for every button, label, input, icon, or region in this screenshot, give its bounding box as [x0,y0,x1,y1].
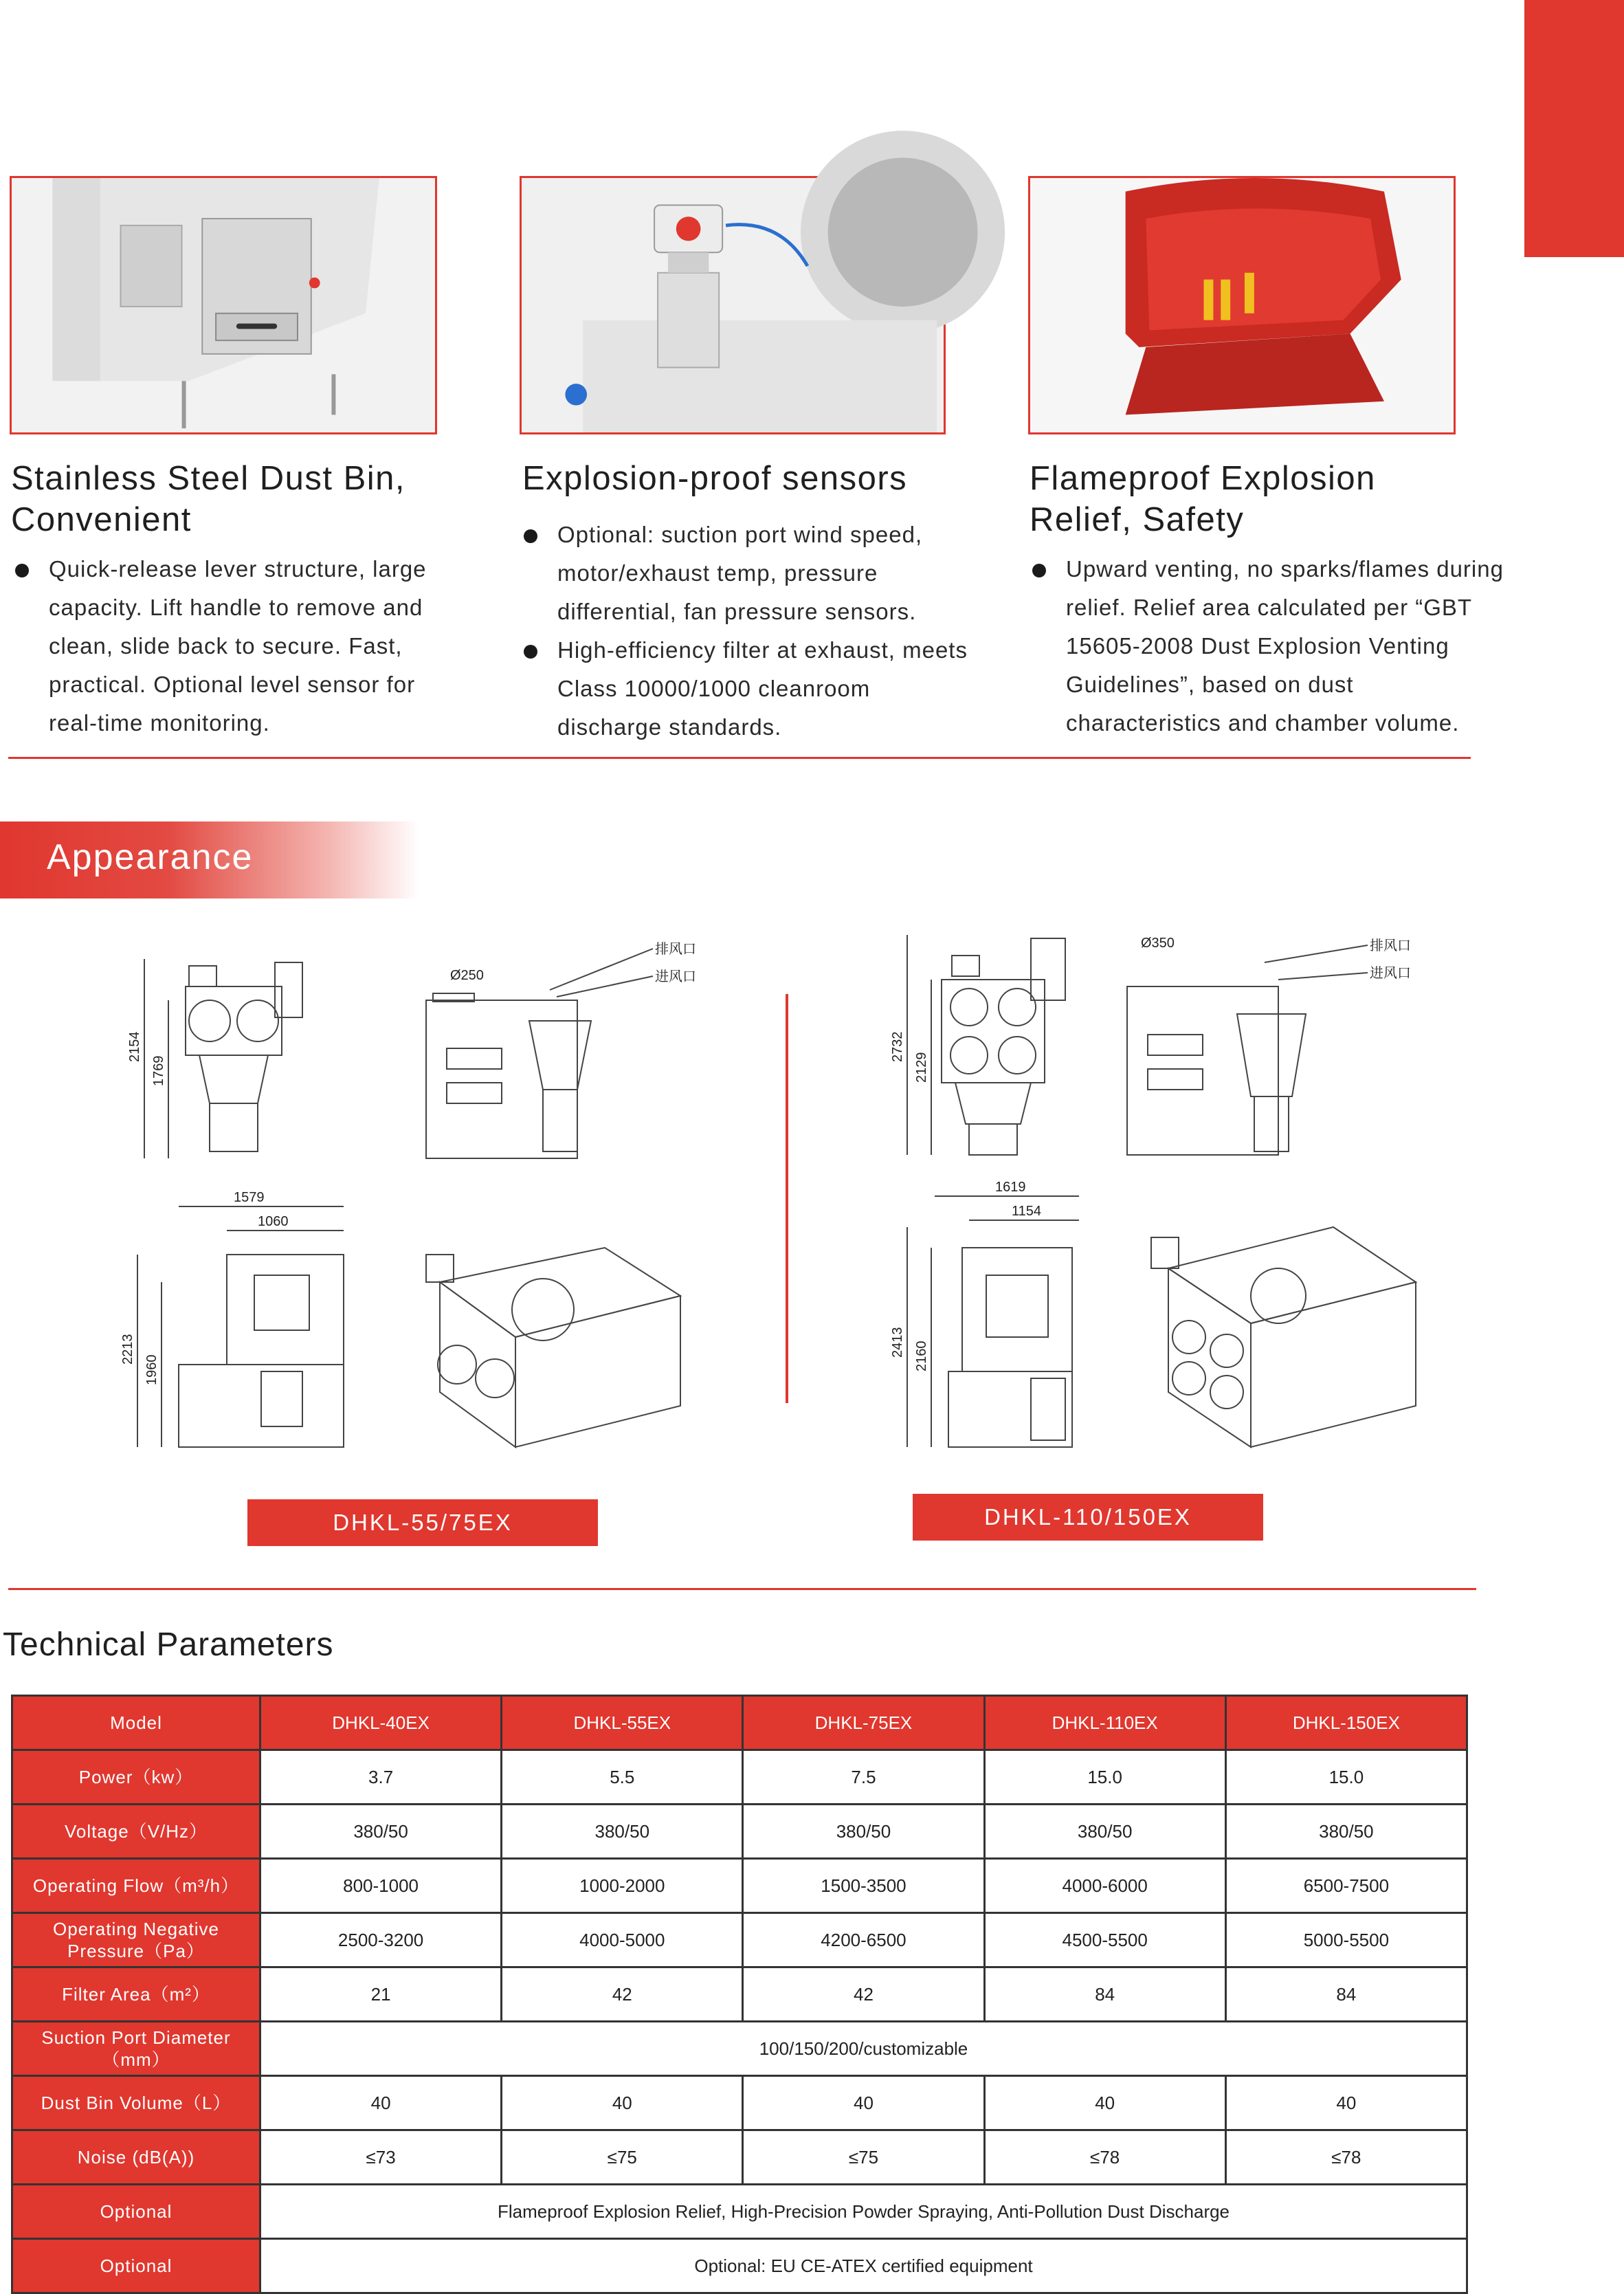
table-cell: DHKL-75EX [743,1696,984,1750]
left-dim-dia: Ø250 [450,968,484,983]
row-label: Power（kw） [12,1750,260,1805]
table-cell: 84 [1225,1967,1467,2022]
left-dim-h2: 1769 [151,1055,166,1086]
feature-1-bullet: Quick-release lever structure, large capacity. Lift handle to remove and clean, slide back to secure. Fast, practical. Optional level sensor for real-time monitoring. [11,550,451,742]
feature-2-bullet: High-efficiency filter at exhaust, meets Class 10000/1000 cleanroom discharge standards. [520,631,973,747]
table-cell: ≤78 [1225,2130,1467,2185]
table-cell: 380/50 [1225,1805,1467,1859]
feature-2-bullets [520,516,973,747]
appearance-title: Appearance [47,837,254,877]
table-row [12,1750,1467,1805]
appearance-separator [786,994,788,1403]
table-cell: ≤73 [260,2130,502,2185]
feature-3-bullet: Upward venting, no sparks/flames during relief. Relief area calculated per “GBT 15605-2008 Dust Explosion Venting Guidelines”, based on dust characteristics and chamber volume. [1028,550,1509,742]
table-cell: 4200-6500 [743,1913,984,1967]
right-dim-h2: 2129 [914,1052,929,1083]
feature-3-bullets [1028,550,1509,742]
model-label-55-75ex: DHKL-55/75EX [247,1499,598,1546]
appearance-banner [0,821,419,898]
table-cell: 42 [743,1967,984,2022]
table-cell: 6500-7500 [1225,1859,1467,1913]
table-cell: 1000-2000 [502,1859,743,1913]
row-label: Voltage（V/Hz） [12,1805,260,1859]
table-cell: 7.5 [743,1750,984,1805]
table-row [12,1859,1467,1913]
table-cell: 1500-3500 [743,1859,984,1913]
row-label: Dust Bin Volume（L） [12,2076,260,2130]
left-dim-h1: 2154 [127,1031,142,1062]
row-label: Model [12,1696,260,1750]
dust-bin-photo [10,176,437,434]
table-cell: 84 [984,1967,1225,2022]
table-row [12,2185,1467,2239]
table-cell: 5000-5500 [1225,1913,1467,1967]
right-dim-w1: 1619 [995,1180,1026,1195]
table-cell: 40 [743,2076,984,2130]
table-cell: DHKL-150EX [1225,1696,1467,1750]
left-dim-w1: 1579 [234,1190,265,1205]
row-label: Suction Port Diameter（mm） [12,2022,260,2076]
table-cell: DHKL-110EX [984,1696,1225,1750]
table-cell: 380/50 [984,1805,1225,1859]
drawing-55-75ex [110,925,715,1468]
tech-params-table [11,1695,1468,2294]
explosion-relief-photo [1028,176,1456,434]
feature-1-title: Stainless Steel Dust Bin, Convenient [11,460,406,538]
table-cell: 380/50 [502,1805,743,1859]
row-label: Operating Flow（m³/h） [12,1859,260,1913]
table-cell-span: Flameproof Explosion Relief, High-Precision Powder Spraying, Anti-Pollution Dust Discharge [260,2185,1467,2239]
table-cell: DHKL-55EX [502,1696,743,1750]
row-label: Filter Area（m²） [12,1967,260,2022]
right-dim-h1: 2732 [890,1031,905,1062]
table-cell-span: 100/150/200/customizable [260,2022,1467,2076]
model-label-110-150ex: DHKL-110/150EX [913,1494,1263,1541]
sensors-photo [520,176,946,434]
table-cell: 380/50 [743,1805,984,1859]
table-row [12,1696,1467,1750]
table-cell: 21 [260,1967,502,2022]
table-cell: 15.0 [1225,1750,1467,1805]
table-cell: 40 [502,2076,743,2130]
feature-2-title: Explosion-proof sensors [522,460,908,497]
table-cell: 800-1000 [260,1859,502,1913]
table-cell: ≤75 [502,2130,743,2185]
right-dim-h3: 2413 [890,1327,905,1358]
table-cell: 380/50 [260,1805,502,1859]
row-label: Optional [12,2185,260,2239]
feature-divider [8,757,1471,759]
left-dim-h4: 1960 [144,1354,159,1385]
table-row [12,2076,1467,2130]
row-label: Optional [12,2239,260,2293]
right-dim-w2: 1154 [1012,1204,1042,1219]
left-inlet-label: 进风口 [655,969,696,984]
table-row [12,2022,1467,2076]
tech-params-title: Technical Parameters [3,1626,334,1663]
table-cell: DHKL-40EX [260,1696,502,1750]
table-cell: ≤75 [743,2130,984,2185]
left-dim-h3: 2213 [120,1334,135,1365]
table-cell: 15.0 [984,1750,1225,1805]
table-cell: 5.5 [502,1750,743,1805]
appearance-divider [8,1588,1476,1590]
drawing-110-150ex [890,925,1471,1468]
row-label: Operating Negative Pressure（Pa） [12,1913,260,1967]
table-cell: 2500-3200 [260,1913,502,1967]
feature-2-bullet: Optional: suction port wind speed, motor/exhaust temp, pressure differential, fan pressure sensors. [520,516,973,631]
table-row [12,2239,1467,2293]
table-cell: 40 [984,2076,1225,2130]
right-exhaust-label: 排风口 [1370,938,1411,953]
table-cell: 40 [260,2076,502,2130]
table-cell: ≤78 [984,2130,1225,2185]
table-cell: 4000-6000 [984,1859,1225,1913]
table-cell-span: Optional: EU CE-ATEX certified equipment [260,2239,1467,2293]
feature-1-bullets [11,550,451,742]
table-cell: 3.7 [260,1750,502,1805]
table-row [12,2130,1467,2185]
left-dim-w2: 1060 [258,1214,289,1229]
table-row [12,1967,1467,2022]
right-dim-dia: Ø350 [1141,936,1175,951]
table-cell: 4500-5500 [984,1913,1225,1967]
table-cell: 42 [502,1967,743,2022]
feature-3-title: Flameproof Explosion Relief, Safety [1030,460,1376,538]
corner-accent-tab [1524,0,1624,257]
table-cell: 40 [1225,2076,1467,2130]
left-exhaust-label: 排风口 [655,942,696,957]
right-inlet-label: 进风口 [1370,966,1411,981]
table-row [12,1805,1467,1859]
table-row [12,1913,1467,1967]
right-dim-h4: 2160 [914,1341,929,1371]
row-label: Noise (dB(A)) [12,2130,260,2185]
table-cell: 4000-5000 [502,1913,743,1967]
